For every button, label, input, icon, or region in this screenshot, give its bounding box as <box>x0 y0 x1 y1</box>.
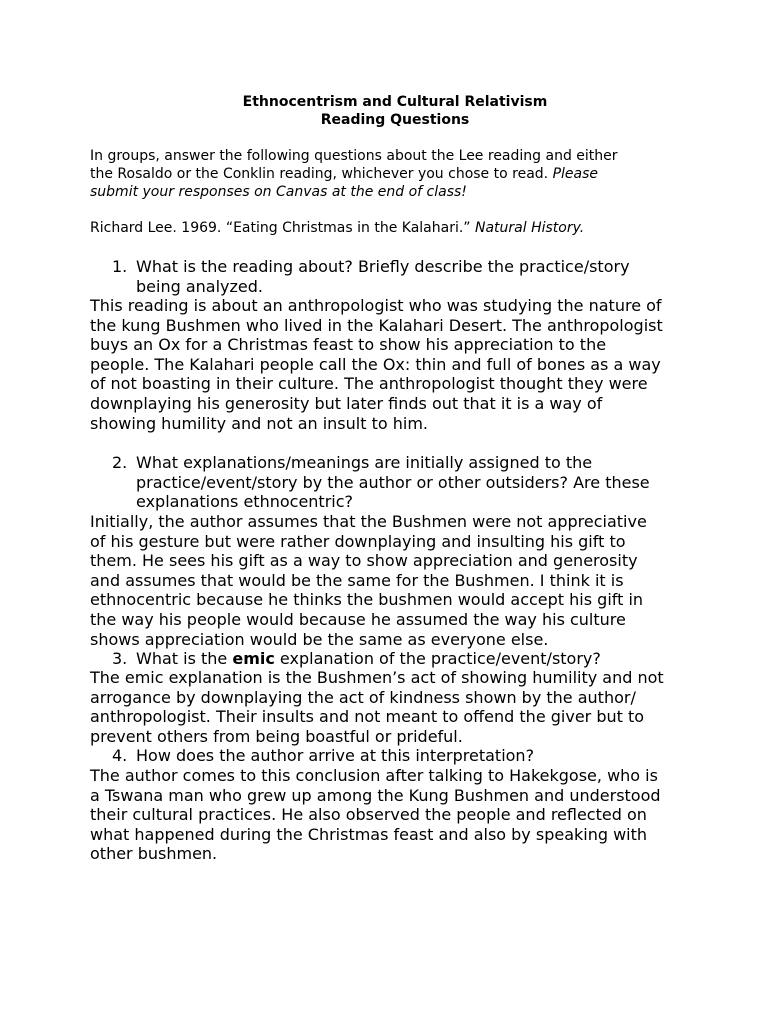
answer-2-line: the way his people would because he assumed the way his culture <box>90 609 626 629</box>
answer-2-line: and assumes that would be the same for the Bushmen. I think it is <box>90 570 624 590</box>
answer-3-line: The emic explanation is the Bushmen’s act of showing humility and not <box>90 668 664 687</box>
answer-2-line: ethnocentric because he thinks the bushmen would accept his gift in <box>90 590 644 610</box>
question-3-number: 3. <box>112 649 128 668</box>
answer-2-line: them. He sees his gift as a way to show appreciation and generosity <box>90 551 638 571</box>
answer-1-line: showing humility and not an insult to him. <box>90 413 428 433</box>
citation-source: Natural History. <box>475 220 585 236</box>
intro-line-2 <box>90 165 690 183</box>
question-4-line-1: How does the author arrive at this interpretation? <box>136 746 535 765</box>
question-1-number: 1. <box>112 257 128 276</box>
document-subtitle: Reading Questions <box>320 112 470 128</box>
answer-2 <box>90 512 690 649</box>
question-1-line-2: being analyzed. <box>136 276 263 296</box>
answer-1-line: downplaying his generosity but later finds out that it is a way of <box>90 393 603 413</box>
question-2-line-3: explanations ethnocentric? <box>136 492 354 512</box>
answer-4-line: other bushmen. <box>90 844 218 864</box>
intro-line-1: In groups, answer the following questions about the Lee reading and either <box>90 148 618 164</box>
question-1 <box>112 257 672 296</box>
question-3 <box>112 649 672 669</box>
intro-paragraph <box>90 147 690 201</box>
citation <box>90 219 690 237</box>
question-3-suffix: explanation of the practice/event/story? <box>274 649 601 668</box>
answer-4-line: what happened during the Christmas feast and also by speaking with <box>90 824 648 844</box>
answer-1-line: buys an Ox for a Christmas feast to show his appreciation to the <box>90 335 607 355</box>
answer-3 <box>90 668 690 746</box>
question-4-number: 4. <box>112 746 128 765</box>
intro-line-3 <box>90 183 690 201</box>
question-2-line-1: What explanations/meanings are initially assigned to the <box>136 453 593 472</box>
answer-2-line: shows appreciation would be the same as everyone else. <box>90 629 549 649</box>
answer-1-line: people. The Kalahari people call the Ox: thin and full of bones as a way <box>90 354 661 374</box>
question-2-line-2: practice/event/story by the author or other outsiders? Are these <box>136 472 650 492</box>
answer-1 <box>90 296 690 433</box>
answer-3-line: arrogance by downplaying the act of kindness shown by the author/ <box>90 687 636 707</box>
question-2-number: 2. <box>112 453 128 472</box>
intro-instruction-end: submit your responses on Canvas at the end of class! <box>90 184 467 200</box>
answer-4-line: a Tswana man who grew up among the Kung Bushmen and understood <box>90 785 661 805</box>
question-1-line-1: What is the reading about? Briefly describe the practice/story <box>136 257 630 276</box>
question-3-emphasis: emic <box>232 649 275 668</box>
answer-3-line: prevent others from being boastful or prideful. <box>90 726 463 746</box>
answer-3-line: anthropologist. Their insults and not meant to offend the giver but to <box>90 707 645 727</box>
answer-2-line: Initially, the author assumes that the Bushmen were not appreciative <box>90 512 647 531</box>
answer-1-line: This reading is about an anthropologist who was studying the nature of <box>90 296 662 315</box>
answer-4-line: The author comes to this conclusion after talking to Hakekgose, who is <box>90 766 658 785</box>
answer-1-line: the kung Bushmen who lived in the Kalahari Desert. The anthropologist <box>90 315 663 335</box>
citation-text: Richard Lee. 1969. “Eating Christmas in the Kalahari.” <box>90 220 475 236</box>
question-4 <box>112 746 672 766</box>
question-3-prefix: What is the <box>136 649 233 668</box>
answer-4-line: their cultural practices. He also observed the people and reflected on <box>90 805 647 825</box>
answer-4 <box>90 766 690 864</box>
intro-line-2-text: the Rosaldo or the Conklin reading, whichever you chose to read. <box>90 166 553 182</box>
answer-2-line: of his gesture but were rather downplaying and insulting his gift to <box>90 531 626 551</box>
intro-instruction-start: Please <box>552 166 598 182</box>
answer-1-line: of not boasting in their culture. The anthropologist thought they were <box>90 374 648 394</box>
question-2 <box>112 453 672 512</box>
document-title: Ethnocentrism and Cultural Relativism <box>242 94 548 110</box>
